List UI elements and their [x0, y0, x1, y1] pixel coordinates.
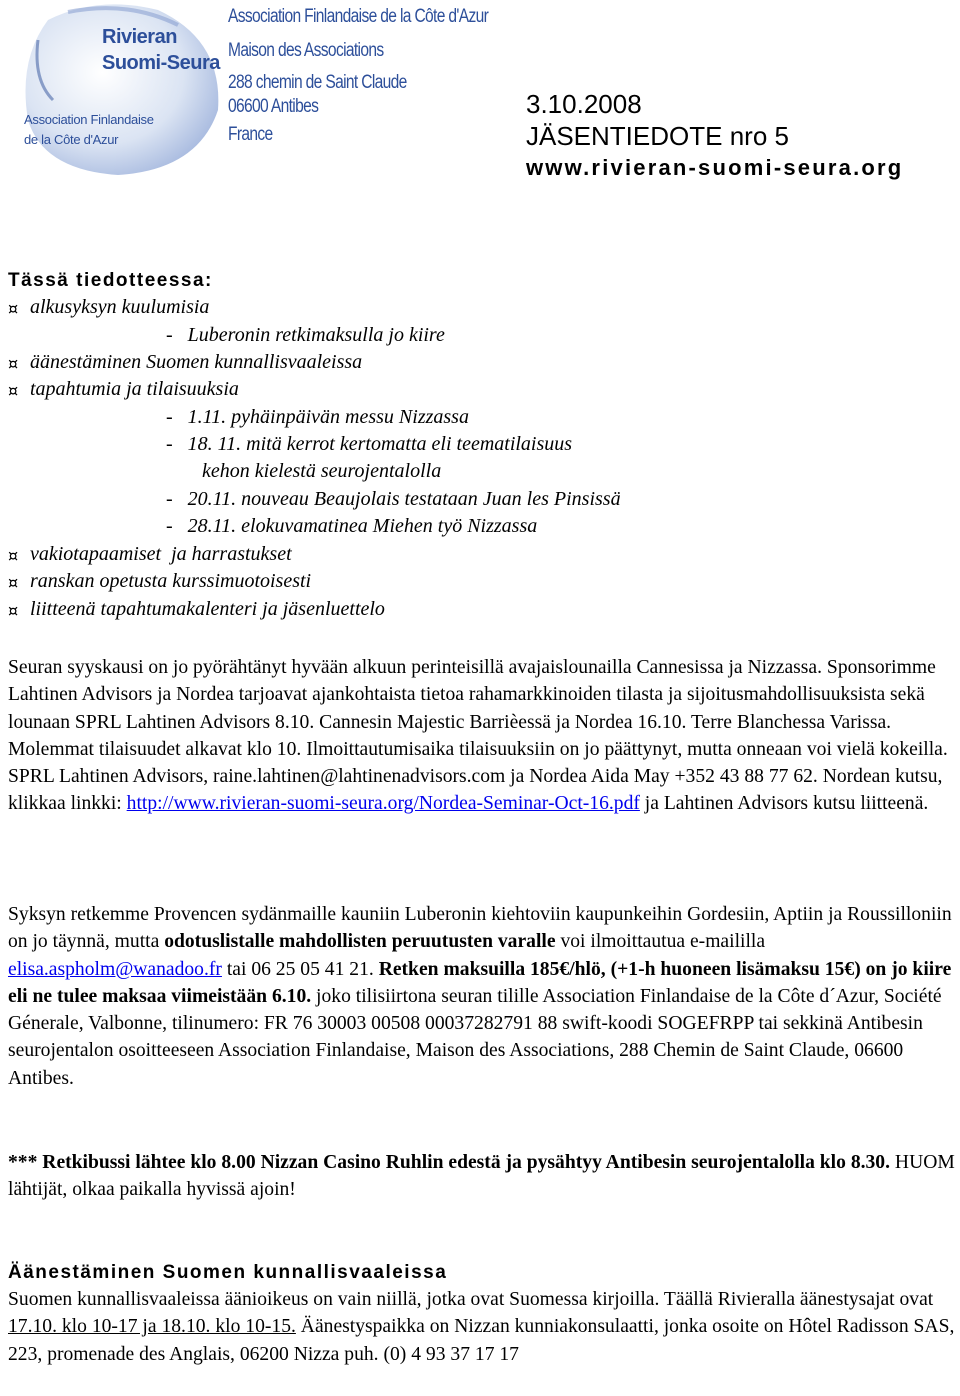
paragraph-text: Syksyn retkemme Provencen sydänmaille kauniin Luberonin kiehtoviin kaupunkeihin Gordesiin, Aptiin ja Roussilloniin on jo täynnä, mutta [8, 904, 952, 953]
logo-address-line2: Maison des Associations [228, 40, 384, 61]
newsletter-title: JÄSENTIEDOTE nro 5 [526, 121, 789, 151]
toc-event: - 18. 11. mitä kerrot kertomatta eli teematilaisuus [166, 433, 573, 455]
paragraph-text: ja Lahtinen Advisors kutsu liitteenä. [639, 793, 929, 815]
bullet-icon: ¤ [8, 381, 19, 400]
bullet-icon: ¤ [8, 573, 19, 592]
paragraph-bus-info [8, 1149, 958, 1204]
paragraph-text: Seuran syyskausi on jo pyörähtänyt hyvään alkuun perinteisillä avajaislounailla Cannesissa ja Nizzassa. Sponsorimme Lahtinen Advisors ja Nordea tarjoavat ajankohtaista tietoa rahamarkkinoiden tilasta ja sijoitusmahdollisuuksista sekä lounaan SPRL Lahtinen Advisors 8.10. Cannesin Majestic Barrièessä ja Nordea 16.10. Terre Blanchessa Varissa. Molemmat tilaisuudet alkavat klo 10. Ilmoittautumisaika tilaisuuksiin on jo päättynyt, mutta onneaan voi vielä kokeilla. SPRL Lahtinen Advisors, raine.lahtinen@lahtinenadvisors.com ja Nordea Aida May +352 43 88 77 62. Nordean kutsu, klikkaa linkki: [8, 657, 948, 815]
paragraph-text: joko tilisiirtona seuran tilille Association Finlandaise de la Côte d´Azur, Société Génerale, Valbonne, tilinumero: FR 76 30003 00508 00037282791 88 swift-koodi SOGEFRPP tai sekkinä Antibesin seurojentalon osoitteeseen Association Finlandaise, Maison des Associations, 288 Chemin de Saint Claude, 06600 Antibes. [8, 985, 942, 1089]
association-logo [8, 0, 489, 185]
toc-item: alkusyksyn kuulumisia [30, 296, 210, 318]
bold-text: Retken maksuilla 185€/hlö, (+1-h huoneen lisämaksu 15€) on jo kiire eli ne tulee maksaa viimeistään 6.10. [8, 958, 952, 1007]
logo-address-line4: 06600 Antibes [228, 96, 319, 117]
paragraph-text: Suomen kunnallisvaaleissa äänioikeus on vain niillä, jotka ovat Suomessa kirjoilla. Täällä Rivieralla äänestysajat ovat [8, 1289, 934, 1310]
logo-text-suomi-seura: Suomi-Seura [102, 52, 220, 74]
email-link[interactable]: elisa.aspholm@wanadoo.fr [8, 958, 222, 980]
bullet-icon: ¤ [8, 546, 19, 565]
toc-item: äänestäminen Suomen kunnallisvaaleissa [30, 351, 363, 373]
paragraph-text: HUOM lähtijät, olkaa paikalla hyvissä ajoin! [8, 1152, 955, 1201]
toc-subitem: - Luberonin retkimaksulla jo kiire [166, 324, 445, 346]
voting-times: 17.10. klo 10-17 ja 18.10. klo 10-15. [8, 1316, 296, 1338]
paragraph-voting [8, 1286, 958, 1368]
toc-item: liitteenä tapahtumakalenteri ja jäsenluettelo [30, 598, 385, 620]
paragraph-text: voi ilmoittautua e-maililla [555, 931, 766, 953]
toc-event: - 20.11. nouveau Beaujolais testataan Juan les Pinsissä [166, 488, 621, 510]
logo-text-region: de la Côte d'Azur [24, 132, 119, 147]
newsletter-date: 3.10.2008 [526, 89, 642, 119]
bullet-icon: ¤ [8, 299, 19, 318]
toc-event-cont: kehon kielestä seurojentalolla [202, 460, 442, 482]
toc-item: ranskan opetusta kurssimuotoisesti [30, 570, 312, 592]
bullet-icon: ¤ [8, 354, 19, 373]
toc-title: Tässä tiedotteessa: [8, 270, 213, 291]
logo-address-line3: 288 chemin de Saint Claude [228, 72, 407, 93]
paragraph-text: Äänestyspaikka on Nizzan kunniakonsulaatti, jonka osoite on Hôtel Radisson SAS, 223, promenade des Anglais, 06200 Nizza puh. (0) 4 93 37 17 17 [8, 1316, 955, 1365]
paragraph-text: tai 06 25 05 41 21. [221, 958, 379, 980]
bold-text: *** Retkibussi lähtee klo 8.00 Nizzan Casino Ruhlin edestä ja pysähtyy Antibesin seurojentalolla klo 8.30. [8, 1152, 891, 1173]
newsletter-header [526, 88, 903, 184]
section-heading-voting: Äänestäminen Suomen kunnallisvaaleissa [8, 1262, 448, 1283]
website-url: www.rivieran-suomi-seura.org [526, 155, 904, 180]
logo-text-association: Association Finlandaise [24, 112, 154, 127]
bullet-icon: ¤ [8, 601, 19, 620]
paragraph-autumn-news [8, 654, 958, 818]
nordea-invitation-link[interactable]: http://www.rivieran-suomi-seura.org/Nordea-Seminar-Oct-16.pdf [126, 793, 640, 815]
toc-event: - 1.11. pyhäinpäivän messu Nizzassa [166, 406, 469, 428]
toc-event: - 28.11. elokuvamatinea Miehen työ Nizzassa [166, 515, 538, 537]
logo-address-line5: France [228, 124, 273, 145]
toc-item: vakiotapaamiset ja harrastukset [30, 543, 292, 565]
logo-address-line1: Association Finlandaise de la Côte d'Azur [228, 6, 489, 27]
paragraph-luberon-trip [8, 901, 958, 1092]
bold-text: odotuslistalle mahdollisten peruutusten varalle [164, 931, 556, 953]
toc-item: tapahtumia ja tilaisuuksia [30, 378, 239, 400]
logo-text-rivieran: Rivieran [102, 26, 177, 48]
